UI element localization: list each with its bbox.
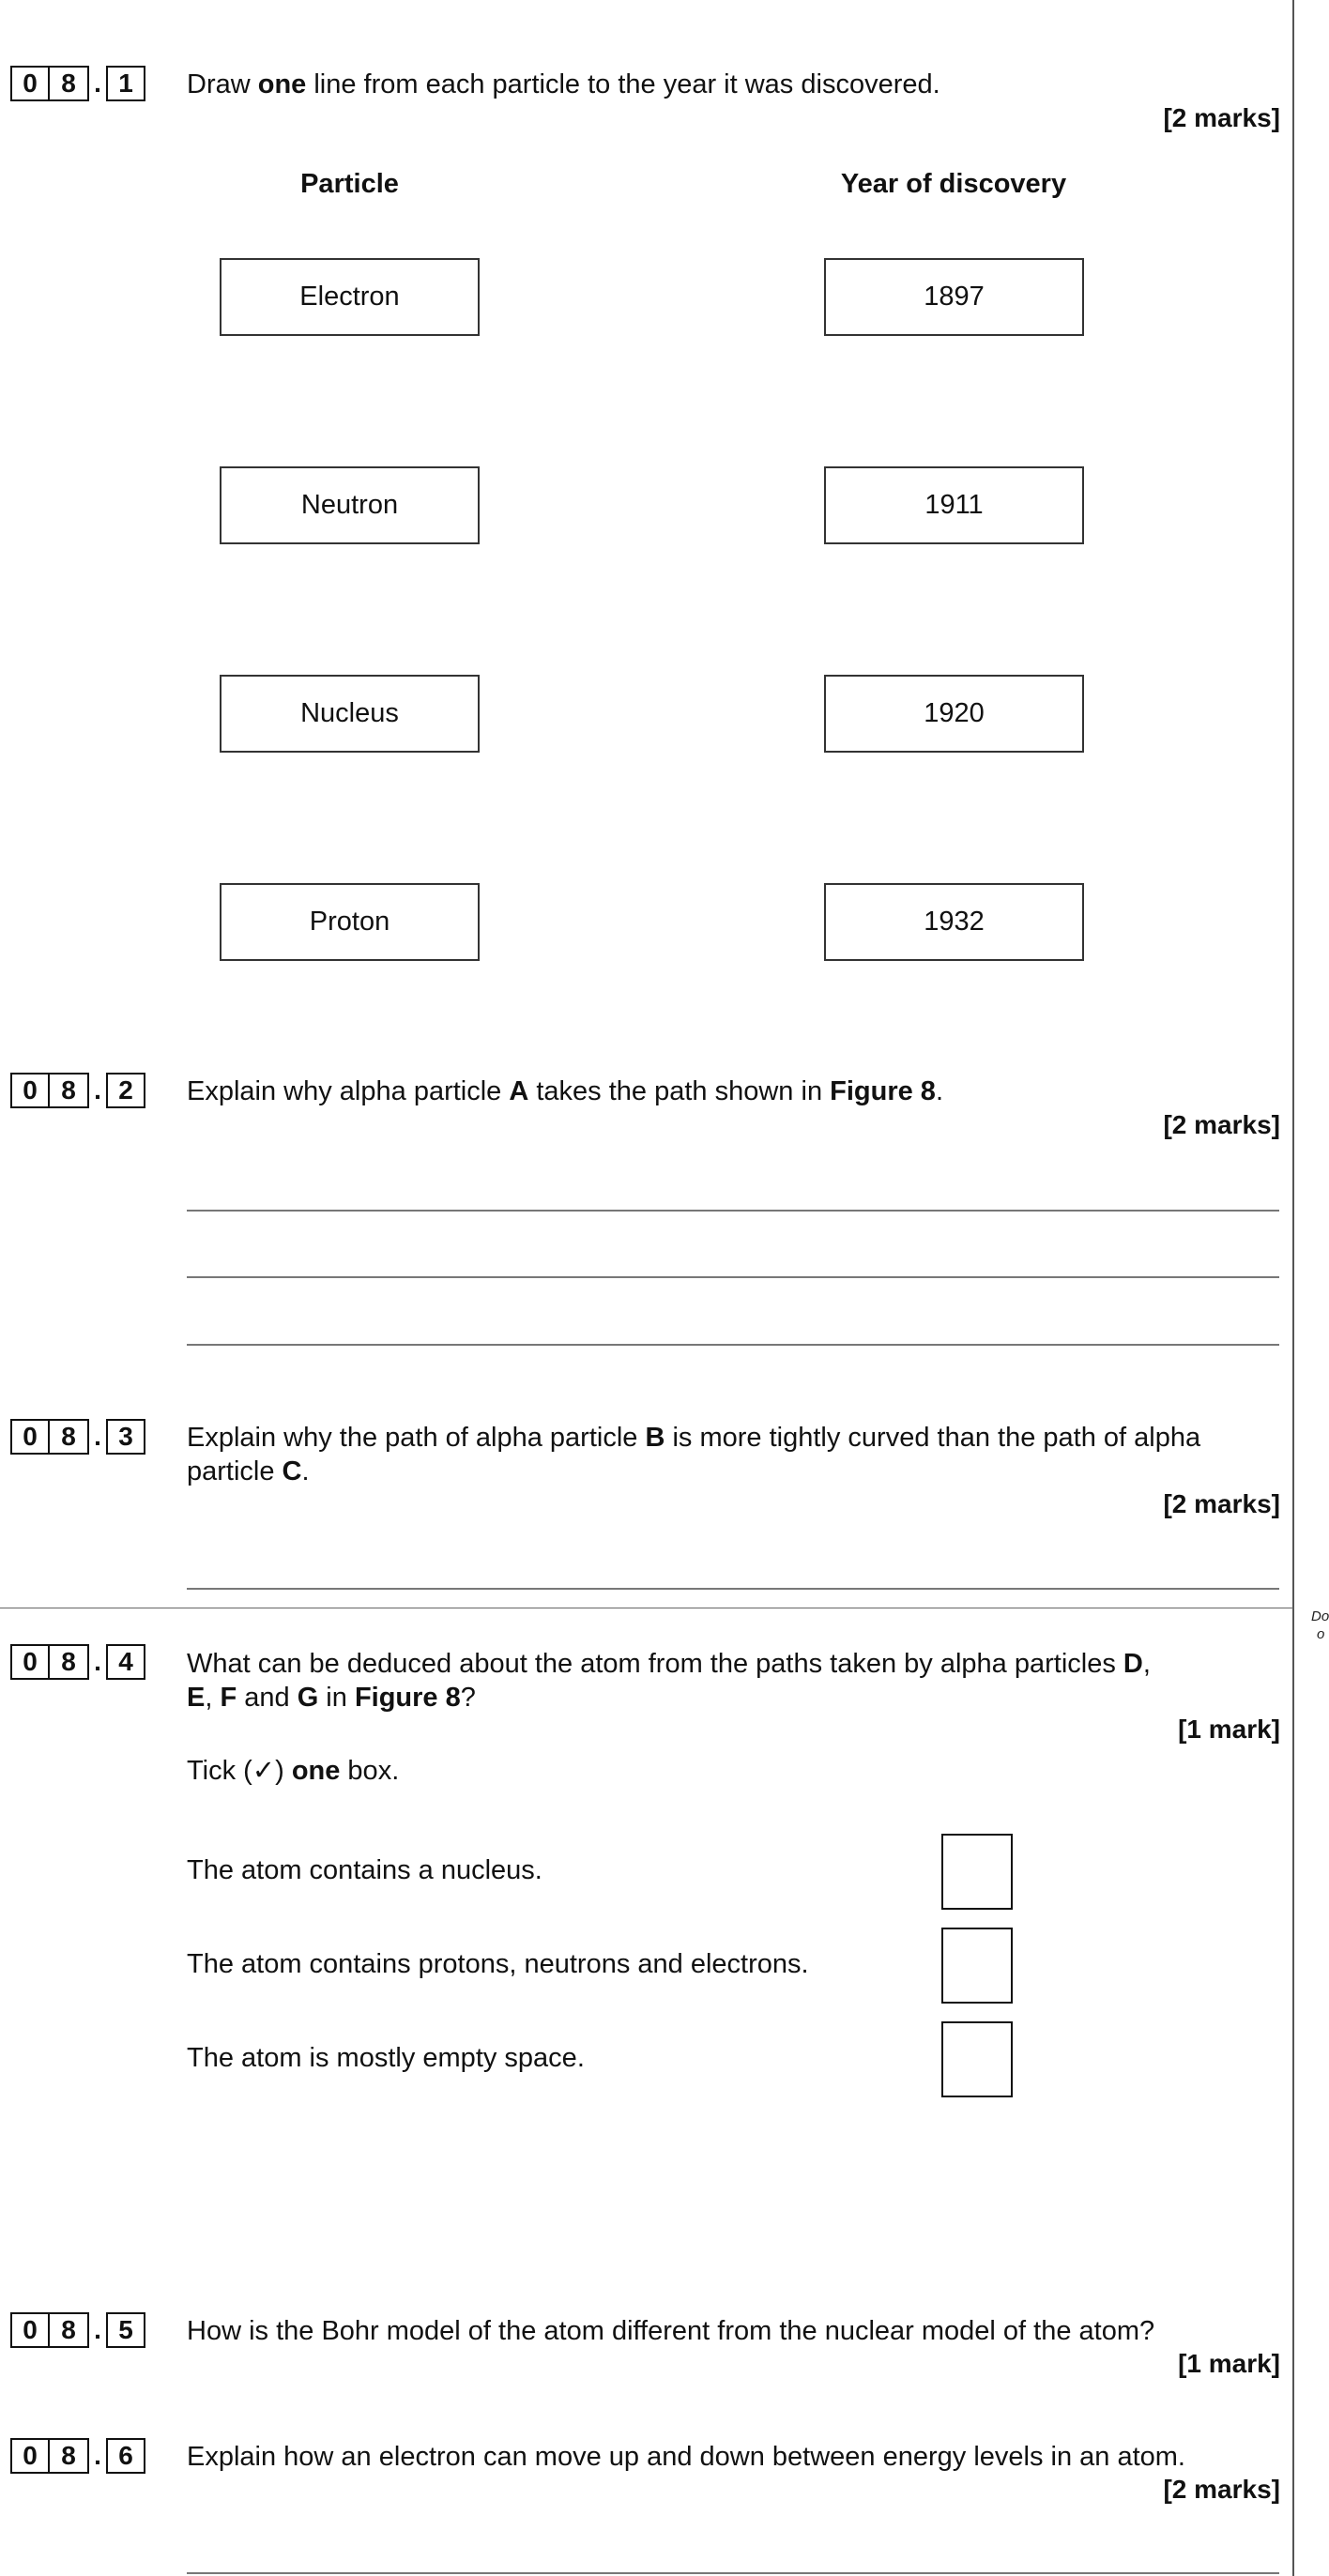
marks-08-2: [2 marks] xyxy=(1163,1110,1280,1139)
tick-box-particles[interactable] xyxy=(941,1928,1013,2004)
question-number-08-5: 0 8 . 5 xyxy=(10,2312,145,2348)
option-label: The atom contains a nucleus. xyxy=(187,1855,542,1885)
tick-box-nucleus[interactable] xyxy=(941,1834,1013,1910)
question-text-08-5: How is the Bohr model of the atom different from the nuclear model of the atom? xyxy=(187,2316,1155,2346)
margin-note: Do o xyxy=(1311,1608,1329,1642)
question-text-08-2: Explain why alpha particle A takes the path shown in Figure 8. xyxy=(187,1076,943,1106)
year-box-1897[interactable]: 1897 xyxy=(824,258,1084,336)
question-number-08-3: 0 8 . 3 xyxy=(10,1419,145,1455)
answer-line[interactable] xyxy=(187,1210,1279,1212)
marks-08-3: [2 marks] xyxy=(1163,1489,1280,1518)
right-margin-rule xyxy=(1292,0,1294,2576)
year-box-1911[interactable]: 1911 xyxy=(824,466,1084,544)
answer-line[interactable] xyxy=(187,2572,1279,2574)
year-box-1920[interactable]: 1920 xyxy=(824,675,1084,753)
particle-box-electron[interactable]: Electron xyxy=(220,258,480,336)
tick-box-empty-space[interactable] xyxy=(941,2021,1013,2097)
marks-08-1: [2 marks] xyxy=(1163,103,1280,132)
question-number-08-2: 0 8 . 2 xyxy=(10,1073,145,1108)
answer-line[interactable] xyxy=(187,1344,1279,1346)
particle-box-proton[interactable]: Proton xyxy=(220,883,480,961)
particle-heading: Particle xyxy=(300,169,399,199)
particle-box-nucleus[interactable]: Nucleus xyxy=(220,675,480,753)
question-number-08-1: 0 8 . 1 xyxy=(10,66,145,101)
question-number-08-4: 0 8 . 4 xyxy=(10,1644,145,1680)
year-heading: Year of discovery xyxy=(840,169,1067,199)
question-text-08-6: Explain how an electron can move up and down between energy levels in an atom. xyxy=(187,2442,1185,2472)
marks-08-4: [1 mark] xyxy=(1178,1715,1280,1744)
question-text-08-1: Draw one line from each particle to the year it was discovered. xyxy=(187,69,940,99)
year-box-1932[interactable]: 1932 xyxy=(824,883,1084,961)
answer-line[interactable] xyxy=(187,1276,1279,1278)
option-label: The atom is mostly empty space. xyxy=(187,2043,585,2073)
question-text-08-3: Explain why the path of alpha particle B is more tightly curved than the path of alpha particle C. xyxy=(187,1423,1201,1486)
particle-box-neutron[interactable]: Neutron xyxy=(220,466,480,544)
question-number-08-6: 0 8 . 6 xyxy=(10,2438,145,2474)
option-label: The atom contains protons, neutrons and electrons. xyxy=(187,1949,809,1979)
marks-08-5: [1 mark] xyxy=(1178,2349,1280,2378)
tick-instruction: Tick (✓) one box. xyxy=(187,1756,400,1786)
answer-line[interactable] xyxy=(187,1588,1279,1590)
marks-08-6: [2 marks] xyxy=(1163,2475,1280,2504)
question-text-08-4: What can be deduced about the atom from the paths taken by alpha particles D, E, F and G in Figure 8? xyxy=(187,1649,1151,1713)
